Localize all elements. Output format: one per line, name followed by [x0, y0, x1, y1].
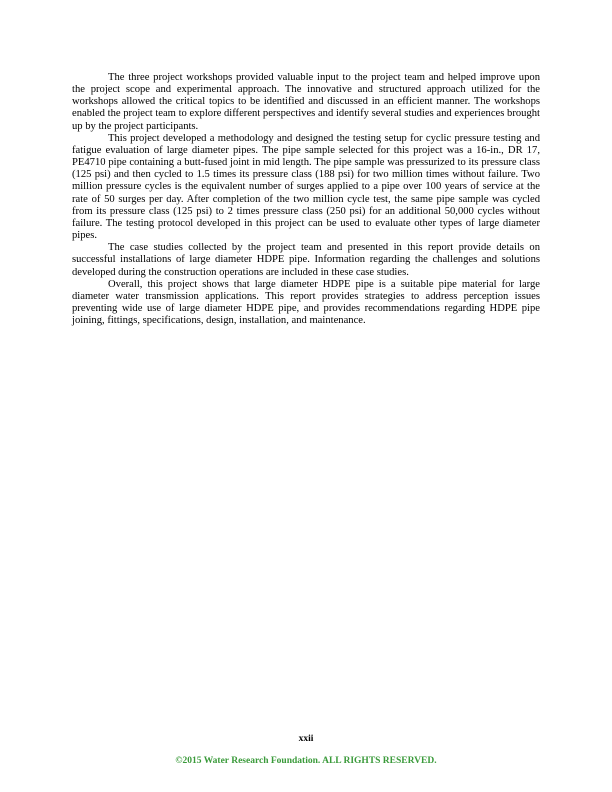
paragraph-testing-methodology: This project developed a methodology and designed the testing setup for cyclic pressure testing and fatigue evaluation of large diameter pipes. The pipe sample selected for this project was a 16-in., DR 17, PE4710 pipe containing a butt-fused joint in mid length. The pipe sample was pressurized to its pressure class (125 psi) and then cycled to 1.5 times its pressure class (188 psi) for two million times without failure. Two million pressure cycles is the equivalent number of surges applied to a pipe over 100 years of service at the rate of 50 surges per day. After completion of the two million cycle test, the same pipe sample was cycled from its pressure class (125 psi) to 2 times pressure class (250 psi) for an additional 50,000 cycles without failure. The testing protocol developed in this project can be used to evaluate other types of large diameter pipes.	[72, 132, 540, 242]
paragraph-conclusion: Overall, this project shows that large diameter HDPE pipe is a suitable pipe material for large diameter water transmission applications. This report provides strategies to address perception issues preventing wide use of large diameter HDPE pipe, and provides recommendations regarding HDPE pipe joining, fittings, specifications, design, installation, and maintenance.	[72, 278, 540, 327]
paragraph-workshops: The three project workshops provided valuable input to the project team and helped improve upon the project scope and experimental approach. The innovative and structured approach utilized for the workshops allowed the critical topics to be identified and discussed in an efficient manner. The workshops enabled the project team to explore different perspectives and identify several studies and experiences brought up by the project participants.	[72, 72, 540, 132]
paragraph-case-studies: The case studies collected by the project team and presented in this report provide details on successful installations of large diameter HDPE pipe. Information regarding the challenges and solutions developed during the construction operations are included in these case studies.	[72, 242, 540, 278]
copyright-notice: ©2015 Water Research Foundation. ALL RIGHTS RESERVED.	[175, 756, 437, 766]
page-number: xxii	[298, 734, 314, 744]
body-text	[72, 72, 540, 327]
